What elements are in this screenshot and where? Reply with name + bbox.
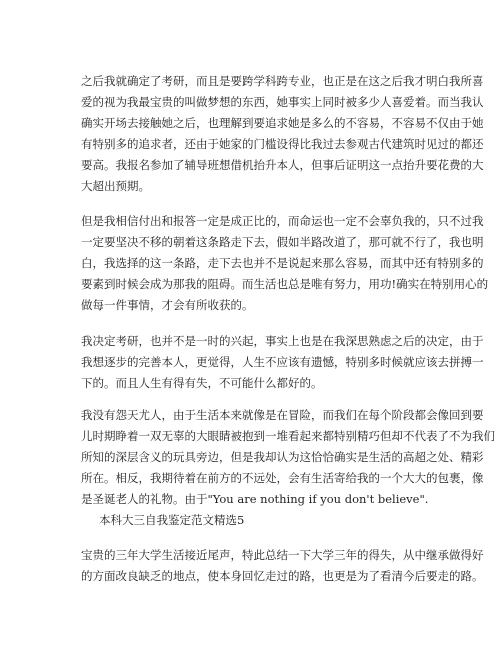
paragraph-line: 要高。我报名参加了辅导班想借机抬升本人，但事后证明这一点抬升要花费的大 [81, 158, 484, 172]
paragraph-line: 所知的深层含义的玩具旁边，但是我却认为这恰恰确实是生活的高超之处、精彩 [81, 450, 484, 464]
paragraph-line: 之后我就确定了考研，而且是要跨学科跨专业，也正是在这之后我才明白我所喜 [81, 74, 484, 88]
paragraph-line: 爱的视为我最宝贵的叫做梦想的东西，她事实上同时被多少人喜爱着。而当我认 [81, 95, 484, 109]
paragraph-line: 要素到时候会成为那我的阻碍。而生活也总是唯有努力，用功!确实在特别用心的 [81, 277, 489, 291]
paragraph-1 [81, 71, 484, 197]
paragraph-line: 所在。相反，我期待着在前方的不远处，会有生活寄给我的一个大大的包裹，像 [81, 471, 484, 485]
final-paragraph [81, 545, 484, 587]
paragraph-line: 是圣诞老人的礼物。由于"You are nothing if you don't believe". [81, 492, 429, 506]
paragraph-line: 大超出预期。 [81, 179, 150, 193]
paragraph-line: 下的。而且人生有得有失，不可能什么都好的。 [81, 376, 323, 390]
paragraph-line: 儿时期睁着一双无辜的大眼睛被抱到一堆看起来都特别精巧但却不代表了不为我们 [81, 429, 495, 443]
paragraph-line: 白，我选择的这一条路，走下去也并不是说起来那么容易，而其中还有特别多的 [81, 256, 484, 270]
paragraph-line: 我想逐步的完善本人，更觉得，人生不应该有遗憾，特别多时候就应该去拼搏一 [81, 355, 484, 369]
paragraph-4 [81, 405, 495, 510]
paragraph-line: 宝贵的三年大学生活接近尾声，特此总结一下大学三年的得失，从中继承做得好 [81, 548, 484, 562]
paragraph-line: 确实开场去接触她之后，也理解到要追求她是多么的不容易，不容易不仅由于她 [81, 116, 484, 130]
paragraph-line: 我决定考研，也并不是一时的兴起，事实上也是在我深思熟虑之后的决定，由于 [81, 334, 484, 348]
section-heading: 本科大三自我鉴定范文精选5 [99, 513, 245, 527]
paragraph-line: 有特别多的追求者，还由于她家的门槛设得比我过去参观古代建筑时见过的都还 [81, 137, 484, 151]
paragraph-line: 做每一件事情，才会有所收获的。 [81, 298, 254, 312]
paragraph-line: 的方面改良缺乏的地点，使本身回忆走过的路，也更是为了看清今后要走的路。 [81, 569, 484, 583]
paragraph-3 [81, 331, 484, 394]
paragraph-line: 但是我相信付出和报答一定是成正比的，而命运也一定不会辜负我的，只不过我 [81, 214, 484, 228]
paragraph-2 [81, 211, 489, 316]
paragraph-line: 我没有怨天尤人，由于生活本来就像是在冒险，而我们在每个阶段都会像回到要 [81, 408, 484, 422]
paragraph-line: 一定要坚决不移的朝着这条路走下去，假如半路改道了，那可就不行了，我也明 [81, 235, 484, 249]
